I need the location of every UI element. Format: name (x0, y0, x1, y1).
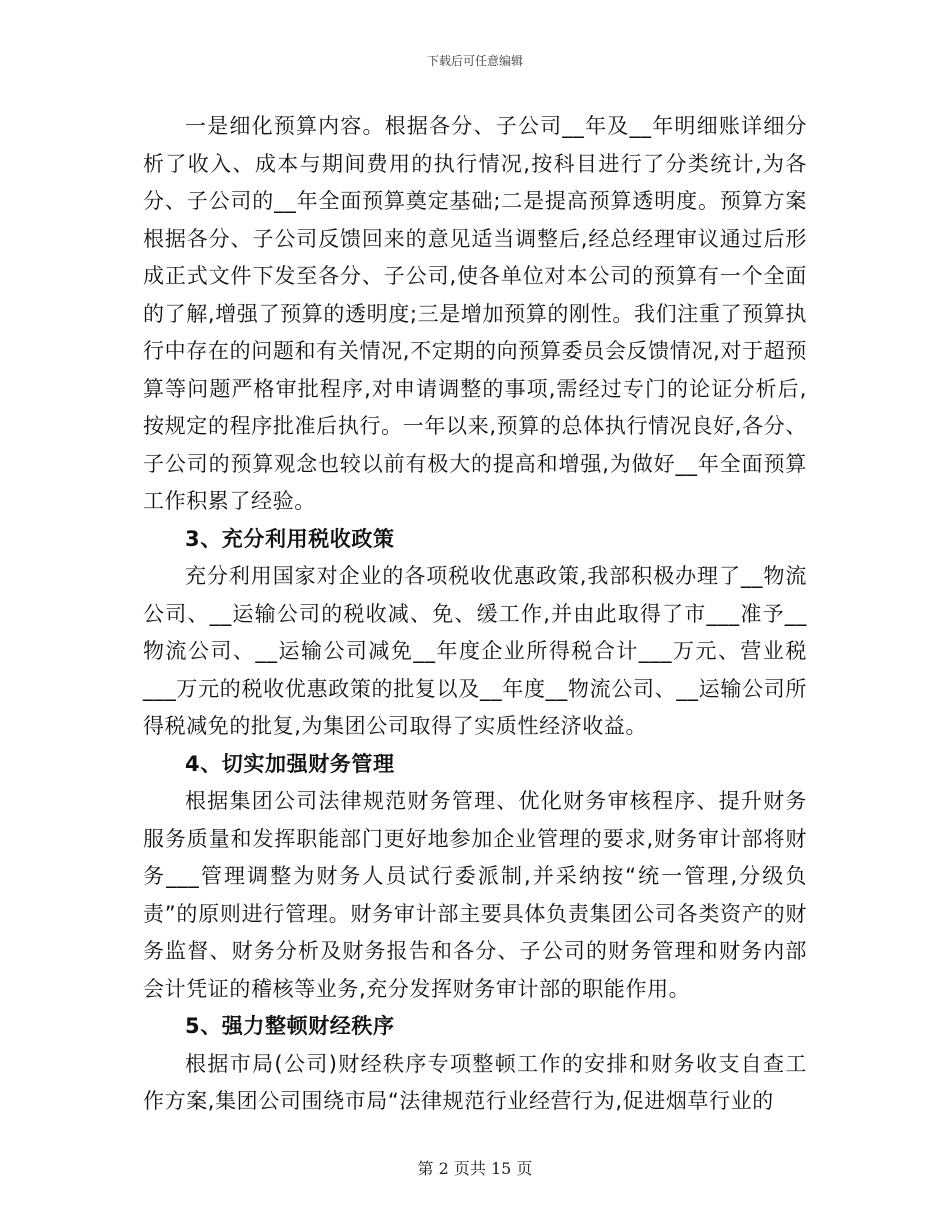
section-heading-4: 4、切实加强财务管理 (185, 751, 395, 776)
paragraph-finance-management: 根据集团公司法律规范财务管理、优化财务审核程序、提升财务服务质量和发挥职能部门更好地参加企业管理的要求,财务审计部将财务___管理调整为财务人员试行委派制,并采纳按“统一管理,分级负责”的原则进行管理。财务审计部主要具体负责集团公司各类资产的财务监督、财务分析及财务报告和各分、子公司的财务管理和财务内部会计凭证的稽核等业务,充分发挥财务审计部的职能作用。 (143, 789, 807, 1001)
page-header-note: 下载后可任意编辑 (426, 54, 523, 68)
document-body (143, 108, 807, 1121)
paragraph-budget: 一是细化预算内容。根据各分、子公司__年及__年明细账详细分析了收入、成本与期间费用的执行情况,按科目进行了分类统计,为各分、子公司的__年全面预算奠定基础;二是提高预算透明度。预算方案根据各分、子公司反馈回来的意见适当调整后,经总经理审议通过后形成正式文件下发至各分、子公司,使各单位对本公司的预算有一个全面的了解,增强了预算的透明度;三是增加预算的刚性。我们注重了预算执行中存在的问题和有关情况,不定期的向预算委员会反馈情况,对于超预算等问题严格审批程序,对申请调整的事项,需经过专门的论证分析后,按规定的程序批准后执行。一年以来,预算的总体执行情况良好,各分、子公司的预算观念也较以前有极大的提高和增强,为做好__年全面预算工作积累了经验。 (143, 114, 807, 513)
page-number: 第 2 页共 15 页 (417, 1159, 533, 1178)
paragraph-tax: 充分利用国家对企业的各项税收优惠政策,我部积极办理了__物流公司、__运输公司的税收减、免、缓工作,并由此取得了市___准予__物流公司、__运输公司减免__年度企业所得税合计___万元、营业税___万元的税收优惠政策的批复以及__年度__物流公司、__运输公司所得税减免的批复,为集团公司取得了实质性经济收益。 (143, 564, 807, 738)
section-heading-3: 3、充分利用税收政策 (185, 526, 395, 551)
paragraph-order: 根据市局(公司)财经秩序专项整顿工作的安排和财务收支自查工作方案,集团公司围绕市局“法律规范行业经营行为,促进烟草行业的 (143, 1051, 807, 1113)
section-heading-5: 5、强力整顿财经秩序 (185, 1014, 395, 1038)
